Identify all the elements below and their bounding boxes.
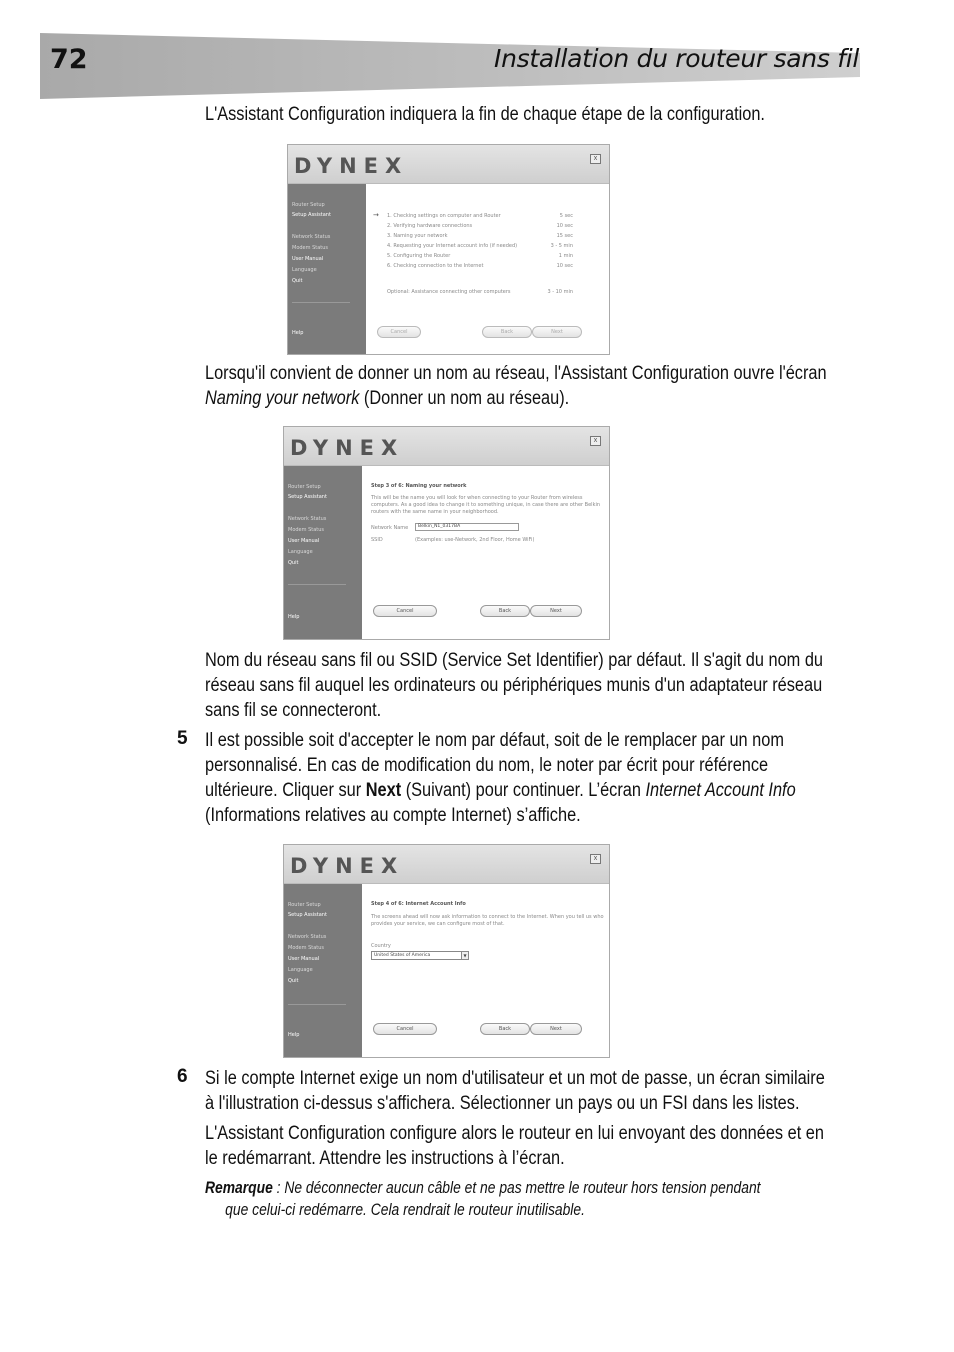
- step-title: Step 4 of 6: Internet Account Info: [371, 901, 466, 907]
- step-time: 1 min: [558, 253, 573, 259]
- note: Remarque : Ne déconnecter aucun câble et ne pas mettre le routeur hors tension pendant que celui-ci redémarre. Cela rendrait le routeur inutilisable.: [205, 1179, 761, 1219]
- dynex-logo: DYNEX: [290, 436, 405, 460]
- sidebar: [288, 184, 366, 354]
- description-line: routers with the same name in your neighborhood.: [371, 509, 499, 515]
- paragraph-configure: L'Assistant Configuration configure alors le routeur en lui envoyant des données et en le redémarrant. Attendre les instructions à l’écran.: [205, 1123, 824, 1169]
- cancel-button[interactable]: Cancel: [377, 326, 421, 338]
- main-panel: [367, 184, 609, 354]
- sidebar-divider: [288, 584, 346, 585]
- sidebar-item-router-setup[interactable]: Router Setup: [288, 484, 321, 490]
- step-label: 3. Naming your network: [387, 233, 448, 239]
- screenshot-internet-account-info: [283, 844, 610, 1058]
- sidebar: [284, 884, 362, 1057]
- cancel-button[interactable]: Cancel: [373, 1023, 437, 1035]
- description-line: The screens ahead will now ask information to connect to the Internet. When you tell us who: [371, 914, 604, 920]
- sidebar-item-language[interactable]: Language: [288, 967, 313, 973]
- sidebar-item-help[interactable]: Help: [288, 614, 300, 620]
- note-label: Remarque: [205, 1179, 273, 1197]
- sidebar-item-user-manual[interactable]: User Manual: [292, 256, 324, 262]
- step-label: 2. Verifying hardware connections: [387, 223, 473, 229]
- sidebar-item-language[interactable]: Language: [292, 267, 317, 273]
- description-line: computers. As a good idea to change it to something unique, in case there are other Belkin: [371, 502, 601, 508]
- sidebar-item-network-status[interactable]: Network Status: [288, 516, 327, 522]
- current-step-arrow-icon: →: [373, 211, 379, 219]
- chapter-title: Installation du routeur sans fil: [494, 44, 859, 73]
- next-button[interactable]: Next: [532, 326, 582, 338]
- step-number-5: 5: [177, 728, 188, 749]
- step-title: Step 3 of 6: Naming your network: [371, 483, 467, 489]
- country-select[interactable]: United States of America ▼: [371, 951, 469, 960]
- description-line: This will be the name you will look for when connecting to your Router from wireless: [371, 495, 583, 501]
- step-time: 15 sec: [556, 233, 573, 239]
- next-button[interactable]: Next: [530, 605, 582, 617]
- sidebar-item-user-manual[interactable]: User Manual: [288, 956, 320, 962]
- main-panel: [363, 466, 609, 639]
- screenshot-naming-network: [283, 426, 610, 640]
- sidebar-item-setup-assistant[interactable]: Setup Assistant: [292, 212, 331, 218]
- sidebar-item-quit[interactable]: Quit: [288, 560, 299, 566]
- step-6-text: Si le compte Internet exige un nom d'utilisateur et un mot de passe, un écran similaire à l'illustration ci-dessus s'affichera. Sélectionner un pays ou un FSI dans les listes.: [205, 1068, 825, 1114]
- main-panel: [363, 884, 609, 1057]
- sidebar-divider: [292, 302, 350, 303]
- sidebar-item-user-manual[interactable]: User Manual: [288, 538, 320, 544]
- sidebar-item-router-setup[interactable]: Router Setup: [288, 902, 321, 908]
- sidebar-item-network-status[interactable]: Network Status: [292, 234, 331, 240]
- sidebar-item-help[interactable]: Help: [288, 1032, 300, 1038]
- network-name-label: Network Name: [371, 525, 409, 531]
- chevron-down-icon[interactable]: ▼: [461, 952, 468, 959]
- step-time: 3 - 5 min: [550, 243, 573, 249]
- step-number-6: 6: [177, 1066, 188, 1087]
- sidebar-item-setup-assistant[interactable]: Setup Assistant: [288, 494, 327, 500]
- sidebar-divider: [288, 1004, 346, 1005]
- back-button[interactable]: Back: [480, 1023, 530, 1035]
- sidebar-item-setup-assistant[interactable]: Setup Assistant: [288, 912, 327, 918]
- back-button[interactable]: Back: [480, 605, 530, 617]
- dynex-logo: DYNEX: [290, 854, 405, 878]
- back-button[interactable]: Back: [482, 326, 532, 338]
- sidebar-item-language[interactable]: Language: [288, 549, 313, 555]
- cancel-button[interactable]: Cancel: [373, 605, 437, 617]
- step-label: 4. Requesting your Internet account info (if needed): [387, 243, 518, 249]
- country-label: Country: [371, 943, 391, 949]
- sidebar-item-network-status[interactable]: Network Status: [288, 934, 327, 940]
- screenshot-setup-steps: [287, 144, 610, 355]
- paragraph-3: Nom du réseau sans fil ou SSID (Service Set Identifier) par défaut. Il s'agit du nom du réseau sans fil auquel les ordinateurs ou périphériques munis d'un adaptateur réseau sans fil se connecteront.: [205, 650, 824, 721]
- step-time: 5 sec: [559, 213, 573, 219]
- sidebar: [284, 466, 362, 639]
- page-number: 72: [50, 44, 88, 75]
- sidebar-item-modem-status[interactable]: Modem Status: [292, 245, 329, 251]
- ssid-label: SSID: [371, 537, 383, 543]
- sidebar-item-modem-status[interactable]: Modem Status: [288, 945, 325, 951]
- sidebar-item-quit[interactable]: Quit: [292, 278, 303, 284]
- close-icon[interactable]: x: [590, 154, 601, 164]
- step-time: 10 sec: [556, 223, 573, 229]
- step-label: 1. Checking settings on computer and Router: [387, 213, 501, 219]
- dynex-logo: DYNEX: [294, 154, 409, 178]
- paragraph-2: Lorsqu'il convient de donner un nom au réseau, l'Assistant Configuration ouvre l'écran Naming your network (Donner un nom au réseau).: [205, 363, 827, 409]
- next-button[interactable]: Next: [530, 1023, 582, 1035]
- close-icon[interactable]: x: [590, 436, 601, 446]
- close-icon[interactable]: x: [590, 854, 601, 864]
- step-label: 6. Checking connection to the Internet: [387, 263, 484, 269]
- step-time: 10 sec: [556, 263, 573, 269]
- optional-step-time: 3 - 10 min: [547, 289, 573, 295]
- network-name-input[interactable]: Belkin_N1_0317BA: [415, 523, 519, 531]
- description-line: provides your service, we can configure most of that.: [371, 921, 505, 927]
- step-label: 5. Configuring the Router: [387, 253, 451, 259]
- optional-step-label: Optional: Assistance connecting other computers: [387, 289, 511, 295]
- sidebar-item-help[interactable]: Help: [292, 330, 304, 336]
- sidebar-item-quit[interactable]: Quit: [288, 978, 299, 984]
- ssid-hint: (Examples: use-Network, 2nd Floor, Home WiFi): [415, 537, 535, 543]
- step-5-text: Il est possible soit d'accepter le nom par défaut, soit de le remplacer par un nom personnalisé. En cas de modification du nom, le noter par écrit pour référence ultérieure. Cliquer sur Next (Suivant) pour continuer. L’écran Internet Account Info (Informations relatives au compte Internet) s’affiche.: [205, 730, 796, 826]
- sidebar-item-router-setup[interactable]: Router Setup: [292, 202, 325, 208]
- sidebar-item-modem-status[interactable]: Modem Status: [288, 527, 325, 533]
- paragraph-1: L'Assistant Configuration indiquera la fin de chaque étape de la configuration.: [205, 104, 765, 125]
